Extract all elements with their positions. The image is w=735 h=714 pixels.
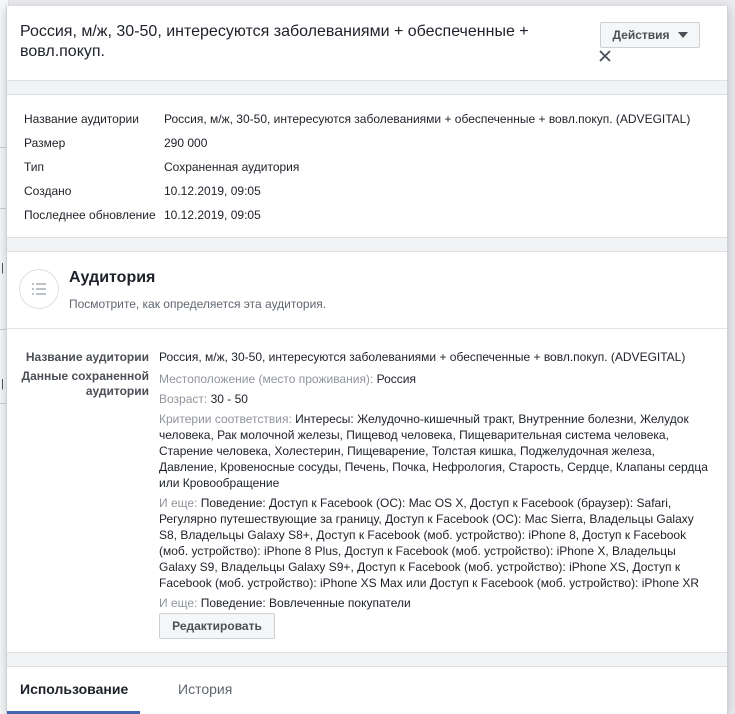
dialog-header (7, 6, 727, 81)
tab-bar (7, 666, 727, 714)
background-glyph: | (1, 262, 4, 274)
audience-info-panel (7, 94, 727, 238)
list-icon (19, 269, 59, 309)
audience-dialog (6, 6, 728, 714)
info-value: Россия, м/ж, 30-50, интересуются заболеваниями + обеспеченные + вовл.покуп. (ADVEGITAL) (164, 112, 691, 126)
tab-history[interactable]: История (178, 681, 233, 697)
age-label: Возраст: (159, 392, 208, 406)
and-also-value: Поведение: Вовлеченные покупатели (200, 596, 411, 610)
and-also-label: И еще: (159, 496, 198, 510)
info-label: Название аудитории (24, 112, 139, 126)
actions-button-label: Действия (612, 28, 670, 42)
info-label: Последнее обновление (24, 208, 156, 222)
and-also-line-2 (159, 595, 714, 611)
criteria-label: Критерии соответствия: (159, 412, 292, 426)
criteria-value: Интересы: Желудочно-кишечный тракт, Внутренние болезни, Желудок человека, Рак молочной железы, Пищевод человека, Пищеварительная система человека, Старение человека, Холестерин, Пищеварение, Толстая кишка, Поджелудочная железа, Давление, Кровеносные сосуды, Печень, Почка, Нефрология, Старость, Сердце, Клапаны сердца или Кровообращение (159, 412, 708, 490)
audience-definition-panel (7, 251, 727, 653)
info-value: 10.12.2019, 09:05 (164, 184, 261, 198)
edit-button[interactable]: Редактировать (159, 613, 275, 639)
location-label: Местоположение (место проживания): (159, 372, 374, 386)
criteria-line (159, 411, 714, 491)
saved-audience-data-label: Данные сохраненной аудитории (21, 369, 149, 398)
audience-section-title: Аудитория (69, 269, 156, 286)
info-value: 10.12.2019, 09:05 (164, 208, 261, 222)
close-icon[interactable] (598, 49, 612, 63)
info-value: Сохраненная аудитория (164, 160, 300, 174)
age-value: 30 - 50 (210, 392, 248, 406)
and-also-value: Поведение: Доступ к Facebook (ОС): Mac OS X, Доступ к Facebook (браузер): Safari, Регулярно путешествующие за границу, Доступ к Facebook (ОС): Mac Sierra, Владельцы Galaxy S8, Владельцы Galaxy S8+, Доступ к Facebook (моб. устройство): iPhone 8, Доступ к Facebook (моб. устройство): iPhone 8 Plus, Доступ к Facebook (моб. устройство): iPhone X, Владельцы Galaxy S9, Владельцы Galaxy S9+, Доступ к Facebook (моб. устройство): iPhone XS, Доступ к Facebook (моб. устройство): iPhone XS Max или Доступ к Facebook (моб. устройство): iPhone XR (159, 496, 700, 590)
and-also-line-1 (159, 495, 714, 591)
audience-name-value: Россия, м/ж, 30-50, интересуются заболеваниями + обеспеченные + вовл.покуп. (ADVEGITAL) (159, 350, 686, 364)
audience-section-subtitle: Посмотрите, как определяется эта аудитория. (69, 297, 327, 311)
dialog-title: Россия, м/ж, 30-50, интересуются заболеваниями + обеспеченные + вовл.покуп. (20, 23, 529, 60)
age-line (159, 391, 714, 407)
info-label: Размер (24, 136, 66, 150)
and-also-label: И еще: (159, 596, 198, 610)
location-value: Россия (376, 372, 416, 386)
tab-usage[interactable]: Использование (20, 681, 129, 697)
location-line (159, 371, 714, 387)
divider (7, 328, 727, 329)
caret-down-icon (678, 32, 688, 38)
info-label: Создано (24, 184, 72, 198)
info-value: 290 000 (164, 136, 208, 150)
audience-name-label: Название аудитории (25, 350, 149, 364)
actions-button[interactable] (600, 22, 700, 48)
info-label: Тип (24, 160, 45, 174)
background-glyph: | (1, 378, 4, 390)
